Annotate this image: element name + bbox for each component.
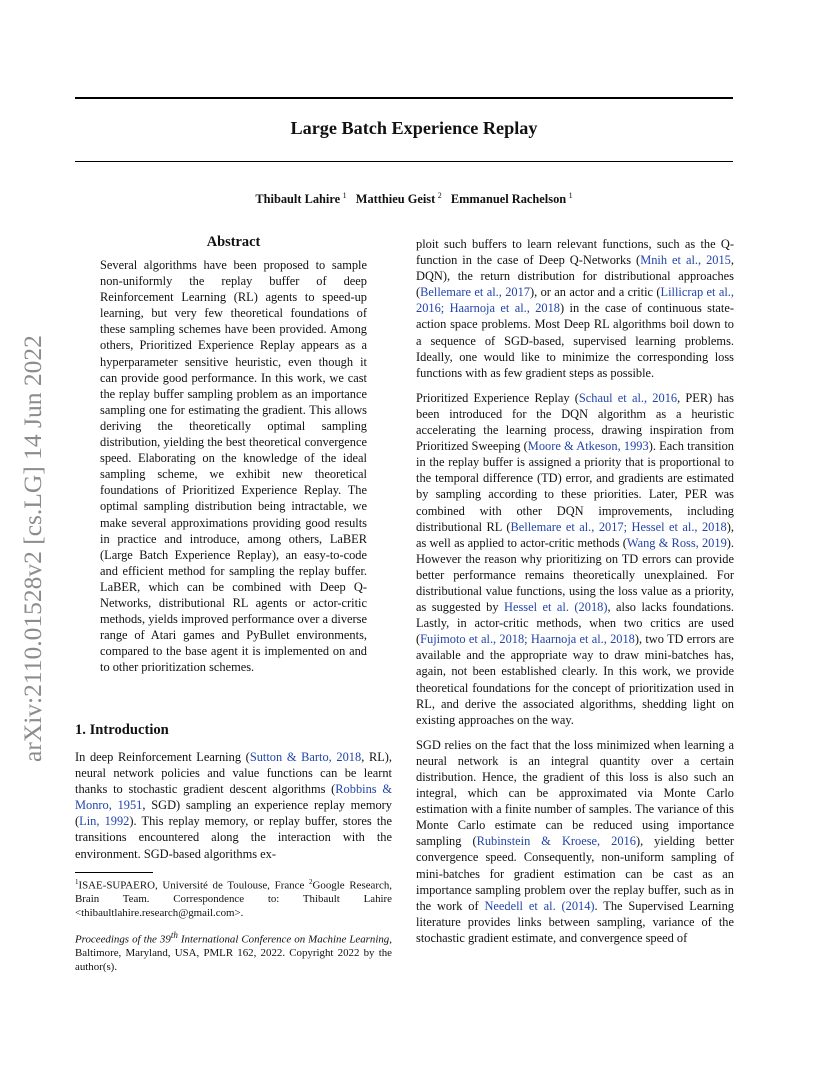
- proceedings-ordinal: 39: [159, 933, 171, 946]
- right-column: [416, 236, 734, 955]
- paragraph-text: Prioritized Experience Replay (: [416, 390, 579, 405]
- title-top-rule: [75, 97, 733, 99]
- introduction-column: [75, 749, 392, 862]
- author-affiliation-mark: 1: [568, 191, 573, 200]
- citation-link[interactable]: Wang & Ross, 2019: [626, 535, 727, 550]
- paragraph-text: . The Supervised Learning literature provides links between sampling, variance of the stochastic gradient estimate, and convergence speed of: [416, 898, 735, 945]
- arxiv-identifier-stamp[interactable]: arXiv:2110.01528v2 [cs.LG] 14 Jun 2022: [18, 335, 47, 762]
- author-list: [0, 191, 828, 207]
- paragraph-text: , DQN), the return distribution for distributional approaches (: [416, 253, 734, 300]
- section-heading-introduction: 1. Introduction: [75, 722, 169, 738]
- author-affiliation-mark: 2: [437, 191, 442, 200]
- paragraph-text: , PER) has been introduced for the DQN algorithm as a heuristic accelerating the learning process, drawing inspiration from Prioritized Sweeping (: [416, 390, 734, 454]
- paragraph-text: ), or an actor and a critic (: [530, 285, 661, 300]
- author-name: Emmanuel Rachelson: [450, 192, 567, 207]
- citation-link[interactable]: Robbins & Monro, 1951: [75, 782, 393, 813]
- author-name: Matthieu Geist: [355, 192, 436, 207]
- citation-link[interactable]: Bellemare et al., 2017; Hessel et al., 2018: [510, 519, 727, 534]
- proceedings-details: , Baltimore, Maryland, USA, PMLR 162, 2022. Copyright 2022 by the author(s).: [75, 933, 392, 974]
- paragraph-text: ), as well as applied to actor-critic methods (: [416, 519, 734, 550]
- paragraph-text: ). Each transition in the replay buffer is assigned a priority that is proportional to the temporal difference (TD) error, and gradients are estimated by sampling according to these priorities. Later, PER was combined with other DQN improvements, including distributional RL (: [416, 439, 734, 534]
- citation-link[interactable]: Needell et al. (2014): [484, 898, 595, 913]
- paragraph-text: SGD relies on the fact that the loss minimized when learning a neural network is an integral quantity over a certain distribution. Hence, the gradient of this loss is also such an integral, which can be approximated via Monte Carlo estimation with a finite number of samples. The variance of this Monte Carlo estimate can be reduced using importance sampling (: [416, 737, 734, 849]
- citation-link[interactable]: Hessel et al. (2018): [504, 600, 608, 615]
- citation-link[interactable]: Mnih et al., 2015: [640, 253, 731, 268]
- footnote-mark: 1: [75, 878, 79, 886]
- affiliation-footnote: [75, 876, 392, 921]
- title-bottom-rule: [75, 161, 733, 162]
- proceedings-prefix: Proceedings of the: [75, 933, 160, 946]
- paragraph: [75, 749, 392, 862]
- paragraph-text: ). However the reason why prioritizing on TD errors can provide better performance remains theoretically unexplained. For distributional value functions, using the loss value as a priority, as suggested by: [416, 535, 734, 615]
- citation-link[interactable]: Schaul et al., 2016: [578, 390, 678, 405]
- abstract-text: Several algorithms have been proposed to sample non-uniformly the replay buffer of deep Reinforcement Learning (RL) agents to speed-up learning, but very few theoretical foundations of these sampling schemes have been provided. Among others, Prioritized Experience Replay appears as a hyperparameter sensitive heuristic, even though it can provide good performance. In this work, we cast the replay buffer sampling problem as an importance sampling one for estimating the gradient. This allows deriving the theoretically optimal sampling distribution, yielding the best theoretical convergence speed. Elaborating on the knowledge of the ideal sampling scheme, we exhibit new theoretical foundations of Prioritized Experience Replay. The optimal sampling distribution being intractable, we make several approximations providing good results in practice and introduce, among others, LaBER (Large Batch Experience Replay), an easy-to-code and efficient method for sampling the replay buffer. LaBER, which can be combined with Deep Q-Networks, distributional RL agents or actor-critic methods, yields improved performance over a diverse range of Atari games and PyBullet environments, compared to the base agent it is implemented on and to other prioritization schemes.: [100, 258, 367, 675]
- author-name: Thibault Lahire: [255, 192, 341, 207]
- citation-link[interactable]: Bellemare et al., 2017: [420, 285, 531, 300]
- citation-link[interactable]: Lillicrap et al., 2016; Haarnoja et al., 2018: [416, 285, 734, 316]
- paragraph: [416, 737, 734, 946]
- proceedings-note: [75, 929, 392, 975]
- citation-link[interactable]: Sutton & Barto, 2018: [249, 750, 362, 764]
- footnote-text: Google Research, Brain Team. Correspondence to: Thibault Lahire <thibaultlahire.research@gmail.com>.: [75, 879, 392, 920]
- proceedings-conference: International Conference on Machine Learning: [177, 933, 390, 946]
- paragraph-text: ), yielding better convergence speed. Consequently, non-uniform sampling of mini-batches for gradient estimation can be cast as an importance sampling problem over the replay buffer, such as in the work of: [416, 834, 735, 913]
- paragraph: [416, 236, 734, 381]
- citation-link[interactable]: Rubinstein & Kroese, 2016: [476, 834, 636, 849]
- paragraph-text: ), two TD errors are available and the appropriate way to draw mini-batches has, again, not been established clearly. In this work, we provide theoretical foundations for the concept of prioritization used in RL, and derive the associated algorithms, shedding light on existing approaches on the way.: [416, 632, 735, 727]
- paragraph-text: ploit such buffers to learn relevant functions, such as the Q-function in the case of Deep Q-Networks (: [416, 237, 734, 268]
- paragraph-text: , also lacks foundations. Lastly, in actor-critic methods, when two critics are used (: [416, 600, 734, 647]
- paragraph-text: In deep Reinforcement Learning (: [75, 750, 250, 764]
- paragraph: [416, 390, 734, 728]
- paragraph-text: , RL), neural network policies and value functions can be learnt thanks to stochastic gradient descent algorithms (: [75, 750, 392, 797]
- citation-link[interactable]: Moore & Atkeson, 1993: [527, 439, 649, 454]
- abstract-heading: Abstract: [206, 234, 261, 250]
- footnote-rule: [75, 872, 153, 873]
- paper-title: Large Batch Experience Replay: [290, 118, 538, 138]
- citation-link[interactable]: Lin, 1992: [79, 814, 130, 829]
- footnote-text: ISAE-SUPAERO, Université de Toulouse, France: [78, 879, 310, 892]
- abstract-section: [100, 233, 367, 675]
- citation-link[interactable]: Fujimoto et al., 2018; Haarnoja et al., 2018: [420, 632, 635, 647]
- proceedings-ordinal-suffix: th: [170, 930, 178, 940]
- footnote-mark: 2: [309, 878, 313, 886]
- paragraph-text: ) in the case of continuous state-action space problems. Most Deep RL algorithms boil down to a sequence of SGD-based, supervised learning problems. Ideally, one would like to minimize the corresponding loss functions with as few gradient steps as possible.: [416, 301, 734, 380]
- author-affiliation-mark: 1: [342, 191, 347, 200]
- paragraph-text: ). This replay memory, or replay buffer, stores the transitions encountered along the interaction with the environment. SGD-based algorithms ex-: [75, 814, 393, 861]
- paragraph-text: , SGD) sampling an experience replay memory (: [75, 798, 392, 829]
